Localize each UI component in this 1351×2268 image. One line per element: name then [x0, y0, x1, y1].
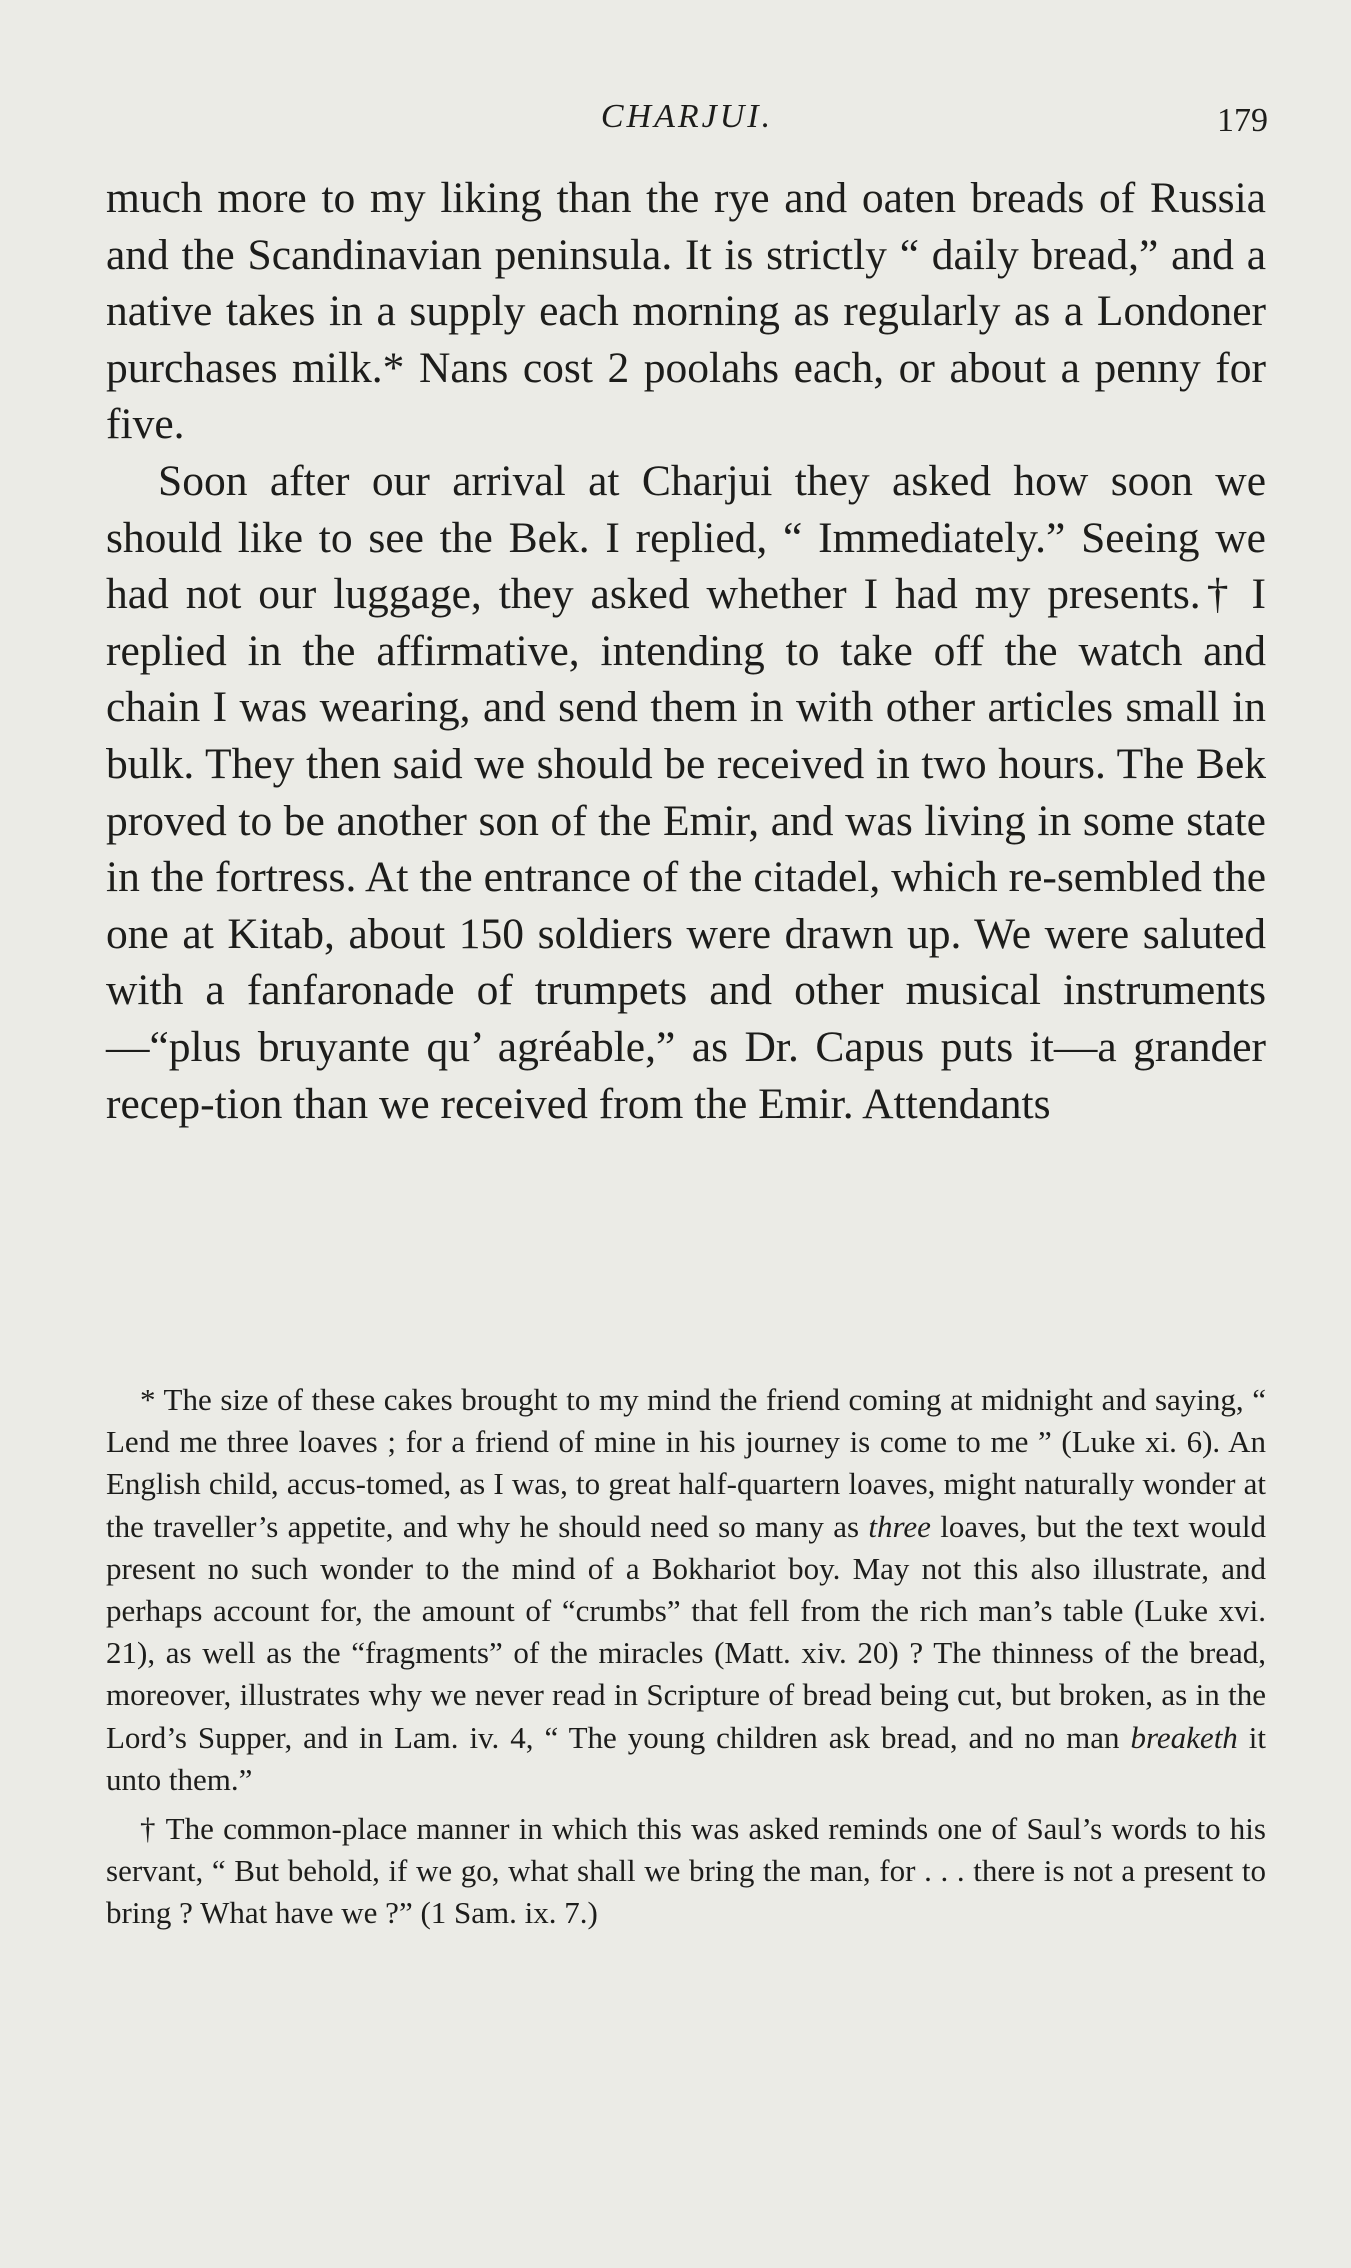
running-title: CHARJUI. — [600, 98, 774, 135]
page-number: 179 — [1217, 102, 1268, 139]
footnote-italic-three: three — [868, 1508, 931, 1544]
footnote-asterisk-text-1: * The size of these cakes brought to my mind the friend coming at midnight and saying, “ Lend me three loaves ; for a friend of mine in his journey is come to me ” (Luke xi. 6). An English child, accus-tomed, as I was, to great half-quartern loaves, might naturally wonder at the traveller’s appetite, and why he should need so many as — [106, 1382, 1266, 1544]
footnote-asterisk-text-3: it unto them.” — [106, 1719, 1266, 1797]
running-head — [106, 98, 1268, 148]
footnote-asterisk-text-2: loaves, but the text would present no such wonder to the mind of a Bokhariot boy. May not this also illustrate, and perhaps account for, the amount of “crumbs” that fell from the rich man’s table (Luke xvi. 21), as well as the “fragments” of the miracles (Matt. xiv. 20) ? The thinness of the bread, moreover, illustrates why we never read in Scripture of bread being cut, but broken, as in the Lord’s Supper, and in Lam. iv. 4, “ The young children ask bread, and no man — [106, 1508, 1266, 1755]
body-text — [106, 170, 1266, 1132]
footnote-dagger: † The common-place manner in which this was asked reminds one of Saul’s words to his servant, “ But behold, if we go, what shall we bring the man, for . . . there is not a present to bring ? What have we ?” (1 Sam. ix. 7.) — [106, 1811, 1266, 1931]
footnote-asterisk — [106, 1379, 1266, 1801]
body-paragraph-1: much more to my liking than the rye and oaten breads of Russia and the Scandinavian peninsula. It is strictly “ daily bread,” and a native takes in a supply each morning as regularly as a Londoner purchases milk.* Nans cost 2 poolahs each, or about a penny for five. — [106, 174, 1266, 449]
footnote-italic-breaketh: breaketh — [1130, 1719, 1238, 1755]
footnotes — [106, 1379, 1266, 1935]
body-paragraph-2: Soon after our arrival at Charjui they asked how soon we should like to see the Bek. I replied, “ Immediately.” Seeing we had not our luggage, they asked whether I had my presents.† I replied in the affirmative, intending to take off the watch and chain I was wearing, and send them in with other articles small in bulk. They then said we should be received in two hours. The Bek proved to be another son of the Emir, and was living in some state in the fortress. At the entrance of the citadel, which re-sembled the one at Kitab, about 150 soldiers were drawn up. We were saluted with a fanfaronade of trumpets and other musical instruments—“plus bruyante qu’ agréable,” as Dr. Capus puts it—a grander recep-tion than we received from the Emir. Attendants — [106, 456, 1266, 1128]
